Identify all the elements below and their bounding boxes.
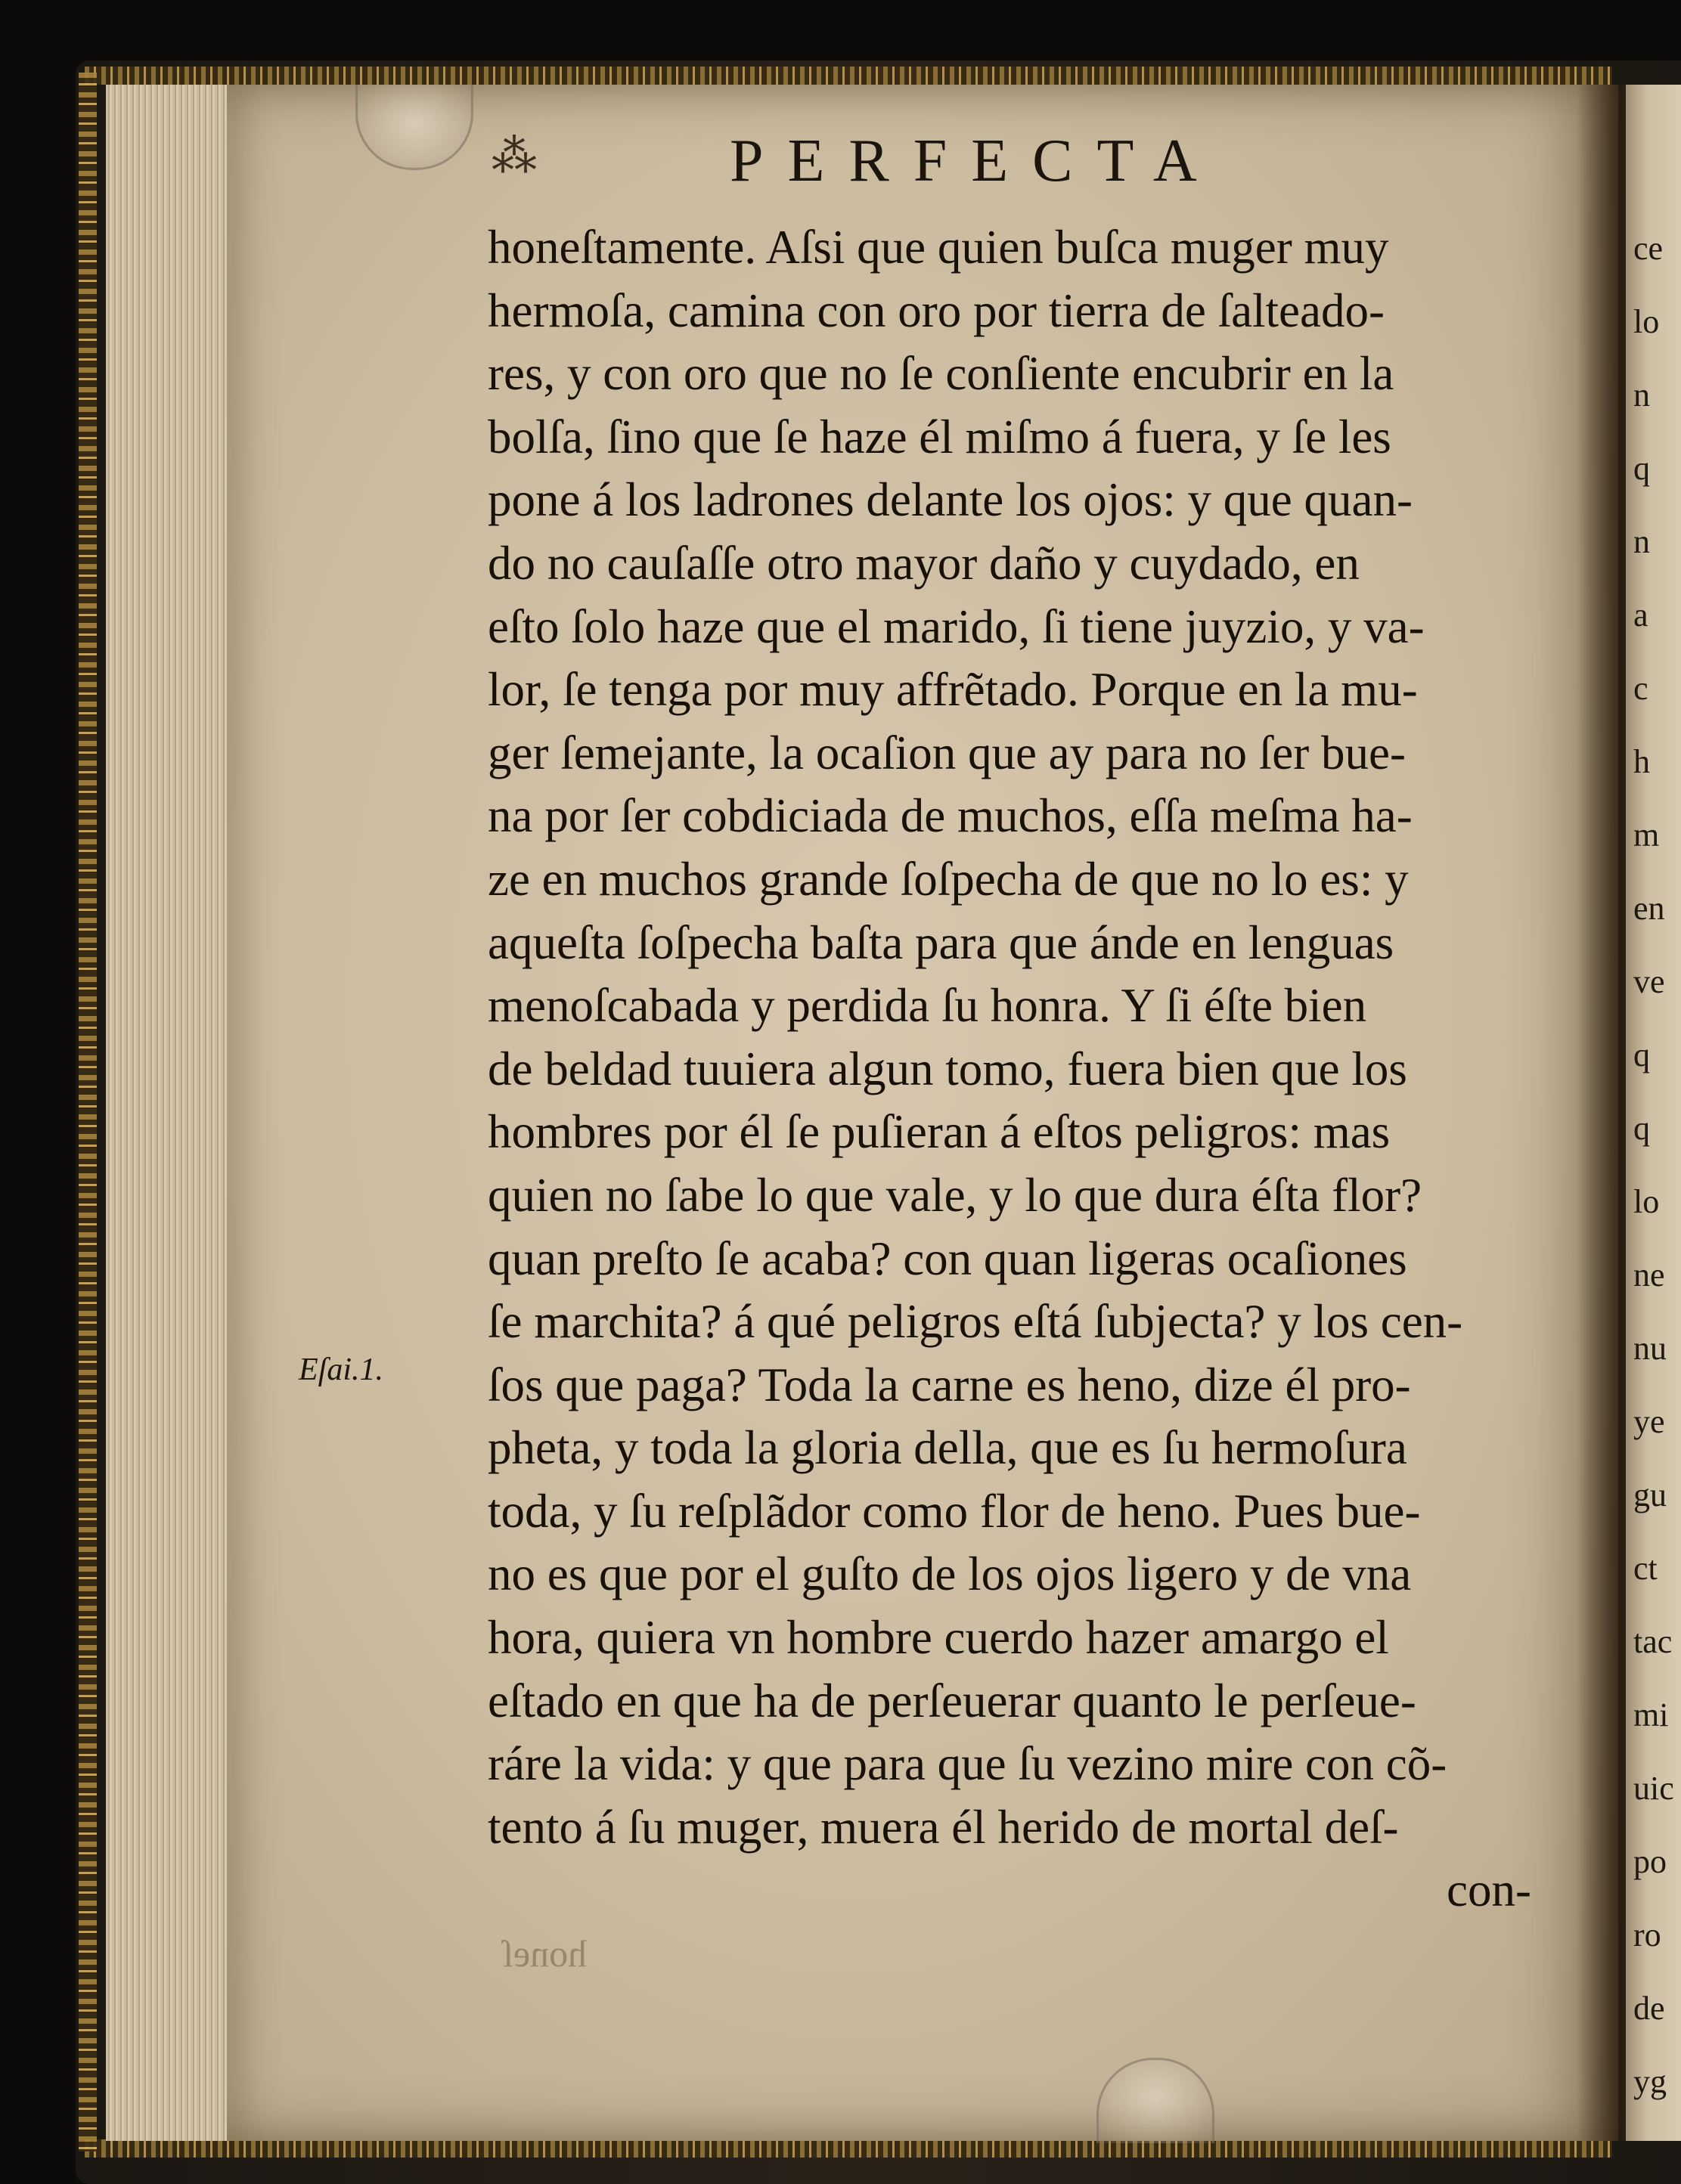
facing-page-fragment: ce xyxy=(1633,230,1664,267)
facing-page-fragment: ne xyxy=(1633,1256,1665,1293)
text-line: menoſcabada y perdida ſu honra. Y ſi éſte bien xyxy=(488,979,1367,1033)
body-text xyxy=(488,216,1531,1922)
facing-page-fragment: lo xyxy=(1633,1183,1660,1220)
text-line: hermoſa, camina con oro por tierra de ſalteado- xyxy=(488,283,1385,337)
text-line: de beldad tuuiera algun tomo, fuera bien que los xyxy=(488,1042,1407,1095)
facing-page-fragment: n xyxy=(1633,376,1650,414)
facing-page-fragment: ct xyxy=(1633,1550,1658,1587)
text-line: res, y con oro que no ſe conſiente encubrir en la xyxy=(488,347,1394,401)
text-line: quan preſto ſe acaba? con quan ligeras ocaſiones xyxy=(488,1231,1407,1285)
text-line: pheta, y toda la gloria della, que es ſu hermoſura xyxy=(488,1421,1407,1475)
facing-page-fragment: a xyxy=(1633,596,1648,634)
bleed-through-text: honeſ xyxy=(503,1932,588,1975)
facing-page-fragment: gu xyxy=(1633,1476,1667,1513)
facing-page-fragment: c xyxy=(1633,670,1648,707)
text-line: ſos que paga? Toda la carne es heno, dize él pro- xyxy=(488,1358,1411,1411)
text-line: ger ſemejante, la ocaſion que ay para no ſer bue- xyxy=(488,726,1406,779)
header-ornament: ⁂ xyxy=(492,132,537,181)
text-line: ſe marchita? á qué peligros eſtá ſubjecta? y los cen- xyxy=(488,1295,1463,1349)
facing-page-fragment: po xyxy=(1633,1843,1667,1880)
facing-page-fragment: ro xyxy=(1633,1916,1661,1953)
text-line: aqueſta ſoſpecha baſta para que ánde en lenguas xyxy=(488,915,1394,969)
facing-page-fragment: q xyxy=(1633,1110,1650,1147)
facing-page-fragment: mi xyxy=(1633,1696,1669,1733)
text-line: lor, ſe tenga por muy affrẽtado. Porque en la mu- xyxy=(488,663,1418,717)
running-header: PERFECTA xyxy=(730,128,1221,194)
text-line: ráre la vida: y que para que ſu vezino mire con cõ- xyxy=(488,1737,1447,1791)
text-line: bolſa, ſino que ſe haze él miſmo á fuera, y ſe les xyxy=(488,410,1391,463)
facing-page-fragment: q xyxy=(1633,1036,1650,1073)
gilt-edge-left xyxy=(79,73,97,2151)
facing-page-fragment: m xyxy=(1633,816,1660,853)
gilt-edge-top xyxy=(85,67,1612,85)
facing-page-fragment: q xyxy=(1633,450,1650,487)
facing-page-fragment: ve xyxy=(1633,963,1665,1000)
text-line: honeſtamente. Aſsi que quien buſca muger muy xyxy=(488,221,1389,274)
marginal-note: Eſai.1. xyxy=(299,1352,383,1387)
catchword: con- xyxy=(1447,1863,1531,1917)
facing-page-fragment: de xyxy=(1633,1990,1665,2027)
text-line: na por ſer cobdiciada de muchos, eſſa meſma ha- xyxy=(488,789,1413,843)
facing-page-fragment: tac xyxy=(1633,1623,1673,1660)
text-line: eſtado en que ha de perſeuerar quanto le perſeue- xyxy=(488,1674,1416,1727)
text-line: quien no ſabe lo que vale, y lo que dura éſta flor? xyxy=(488,1168,1422,1222)
facing-page-fragment: n xyxy=(1633,523,1650,560)
facing-page-fragment: h xyxy=(1633,743,1650,780)
facing-page-fragment: en xyxy=(1633,890,1665,927)
text-line: tento á ſu muger, muera él herido de mortal deſ- xyxy=(488,1800,1399,1854)
gutter-shadow xyxy=(1577,85,1630,2141)
text-line: do no cauſaſſe otro mayor daño y cuydado, en xyxy=(488,536,1360,590)
facing-page-fragment: lo xyxy=(1633,303,1660,340)
facing-page-fragment: uic xyxy=(1633,1770,1674,1807)
text-line: ze en muchos grande ſoſpecha de que no lo es: y xyxy=(488,852,1409,906)
facing-page-fragment: nu xyxy=(1633,1330,1667,1367)
text-line: hora, quiera vn hombre cuerdo hazer amargo el xyxy=(488,1611,1389,1665)
text-line: eſto ſolo haze que el marido, ſi tiene juyzio, y va- xyxy=(488,599,1425,653)
facing-page-text xyxy=(1633,212,1681,2118)
text-line: no es que por el guſto de los ojos ligero y de vna xyxy=(488,1547,1412,1601)
text-line: toda, y ſu reſplãdor como flor de heno. Pues bue- xyxy=(488,1484,1421,1538)
facing-page-fragment: yg xyxy=(1633,2063,1667,2100)
facing-page-fragment: ye xyxy=(1633,1403,1665,1440)
gilt-edge-bottom xyxy=(85,2139,1612,2158)
text-line: pone á los ladrones delante los ojos: y que quan- xyxy=(488,473,1413,527)
text-line: hombres por él ſe puſieran á eſtos peligros: mas xyxy=(488,1105,1391,1159)
